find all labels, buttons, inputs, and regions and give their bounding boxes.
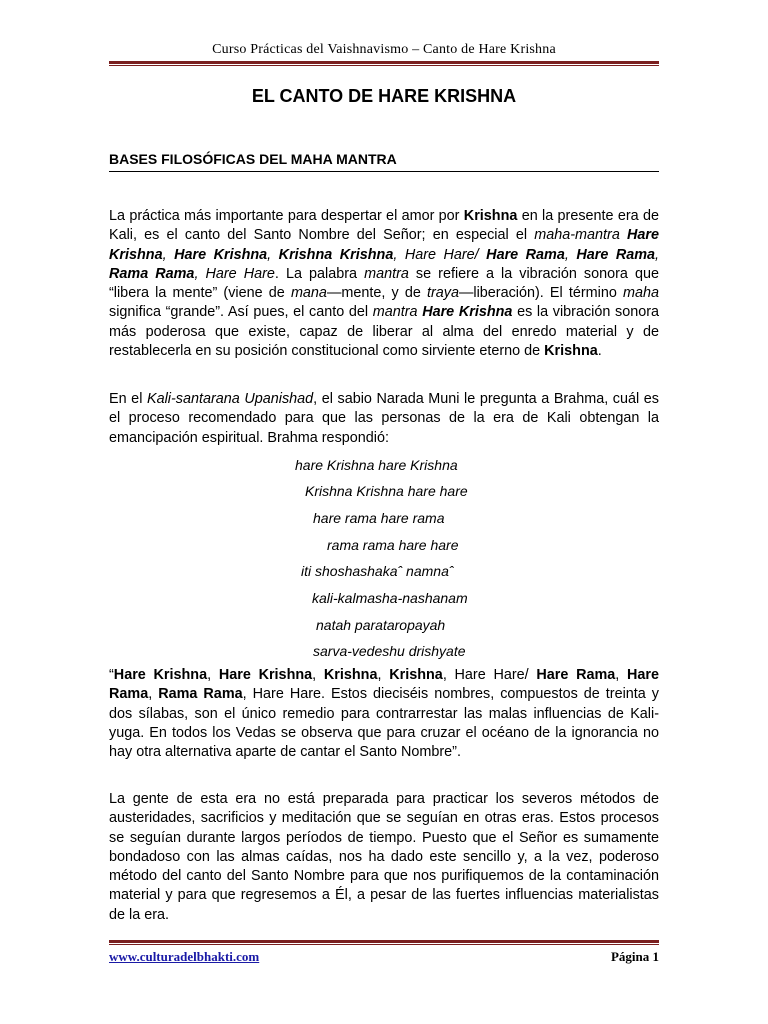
verse-line: hare Krishna hare Krishna	[295, 457, 458, 473]
verse-line: iti shoshashakaˆ namnaˆ	[301, 563, 454, 579]
text-run: Hare Krishna	[113, 667, 208, 683]
text-run: , el sabio Narada Muni le pregunta a Brahma, cuál es el proceso recomendado para que las personas de la era de Kali obtengan la emancipación espiritual. Brahma respondió:	[109, 391, 659, 446]
text-run: .	[597, 343, 602, 360]
text-run: Hare Rama	[486, 246, 565, 263]
text-run: Rama Rama	[109, 265, 195, 282]
text-run: significa “grande”. Así pues, el canto del	[109, 304, 373, 321]
text-run: Krishna	[323, 667, 378, 683]
verse-line: rama rama hare hare	[327, 537, 459, 553]
text-run: Krishna	[463, 208, 518, 224]
text-run: Hare Krishna	[218, 667, 313, 683]
text-run: ,	[655, 246, 660, 263]
text-run: ,	[162, 246, 175, 263]
text-run: Krishna	[389, 667, 443, 683]
text-run: en la presente era de Kali, es el canto del Santo Nombre del Señor; en especial el	[109, 208, 659, 244]
document-title: EL CANTO DE HARE KRISHNA	[251, 86, 517, 106]
text-run: mantra	[364, 265, 409, 282]
verse-line: kali-kalmasha-nashanam	[312, 590, 468, 606]
text-run: Hare Krishna	[109, 227, 659, 263]
paragraph-1	[109, 207, 659, 361]
text-run: Hare Rama	[109, 667, 660, 703]
text-run: “	[109, 667, 114, 683]
text-run: ,	[267, 246, 279, 263]
text-run: La práctica más importante para despertar el amor por	[109, 208, 464, 224]
page-number: Página 1	[610, 949, 659, 964]
text-run: es la vibración sonora más poderosa que existe, capaz de liberar al alma del enredo material y de restablecerla en su posición constitucional como sirviente eterno de	[109, 304, 660, 360]
text-run: , Hare Hare/	[393, 246, 487, 263]
text-run: , Hare Hare	[194, 265, 275, 282]
text-run: traya	[426, 285, 459, 302]
text-run: maha-mantra	[534, 227, 620, 244]
verse-line: natah parataropayah	[316, 617, 446, 633]
text-run: —liberación). El término	[458, 285, 623, 302]
text-run: Krishna Krishna	[278, 246, 394, 263]
text-run	[620, 227, 627, 243]
text-run: Hare Krishna	[174, 246, 268, 263]
text-run: ,	[564, 246, 577, 263]
text-run: maha	[623, 285, 659, 302]
header-title: Curso Prácticas del Vaishnavismo – Canto de Hare Krishna	[212, 42, 556, 57]
text-run: mantra	[372, 304, 418, 321]
verse-line: hare rama hare rama	[313, 510, 445, 526]
paragraph-2	[109, 390, 659, 448]
text-run: Kali-santarana Upanishad	[146, 391, 314, 407]
text-run: se refiere a la vibración sonora que “libera la mente” (viene de	[109, 265, 659, 302]
text-run: Hare Rama	[536, 667, 616, 683]
text-run: ,	[148, 686, 159, 703]
text-run: Hare Krishna	[422, 304, 513, 321]
text-run: mana	[290, 285, 327, 302]
text-run: —mente, y de	[326, 285, 427, 302]
verse-line: sarva-vedeshu drishyate	[313, 643, 466, 659]
paragraph-3	[109, 666, 659, 762]
text-run: Krishna	[544, 343, 598, 360]
section-heading: BASES FILOSÓFICAS DEL MAHA MANTRA	[109, 151, 659, 172]
text-run: La gente de esta era no está preparada para practicar los severos métodos de austeridades, sacrificios y meditación que se seguían en otras eras. Estos procesos se seguían durante largos períodos de tiempo. Puesto que el Señor es sumamente bondadoso con las almas caídas, nos ha dado este sencillo y, a la vez, poderoso método del canto del Santo Nombre para que nos purifiquemos de la contaminación material y para que regresemos a Él, a pesar de las fuertes influencias materialistas de la era.	[109, 791, 659, 923]
text-run: ,	[207, 667, 219, 683]
text-run: ,	[615, 667, 628, 683]
text-run: , Hare Hare/	[442, 667, 537, 683]
header-rule	[109, 61, 659, 66]
footer-website-link[interactable]: www.culturadelbhakti.com	[109, 949, 260, 964]
text-run: . La palabra	[274, 265, 365, 282]
paragraph-4	[109, 790, 659, 925]
text-run: ,	[377, 667, 390, 683]
text-run: , Hare Hare. Estos dieciséis nombres, compuestos de treinta y dos sílabas, son el único remedio para contrarrestar las malas influencias de Kali-yuga. En todos los Vedas se observa que para cruzar el océano de la ignorancia no hay otra alternativa aparte de cantar el Santo Nombre”.	[109, 686, 660, 761]
text-run: Rama Rama	[158, 686, 243, 703]
footer-rule	[109, 940, 659, 945]
text-run: ,	[312, 667, 324, 683]
text-run: En el	[109, 391, 147, 407]
verse-line: Krishna Krishna hare hare	[305, 483, 468, 499]
text-run: Hare Rama	[576, 246, 656, 263]
